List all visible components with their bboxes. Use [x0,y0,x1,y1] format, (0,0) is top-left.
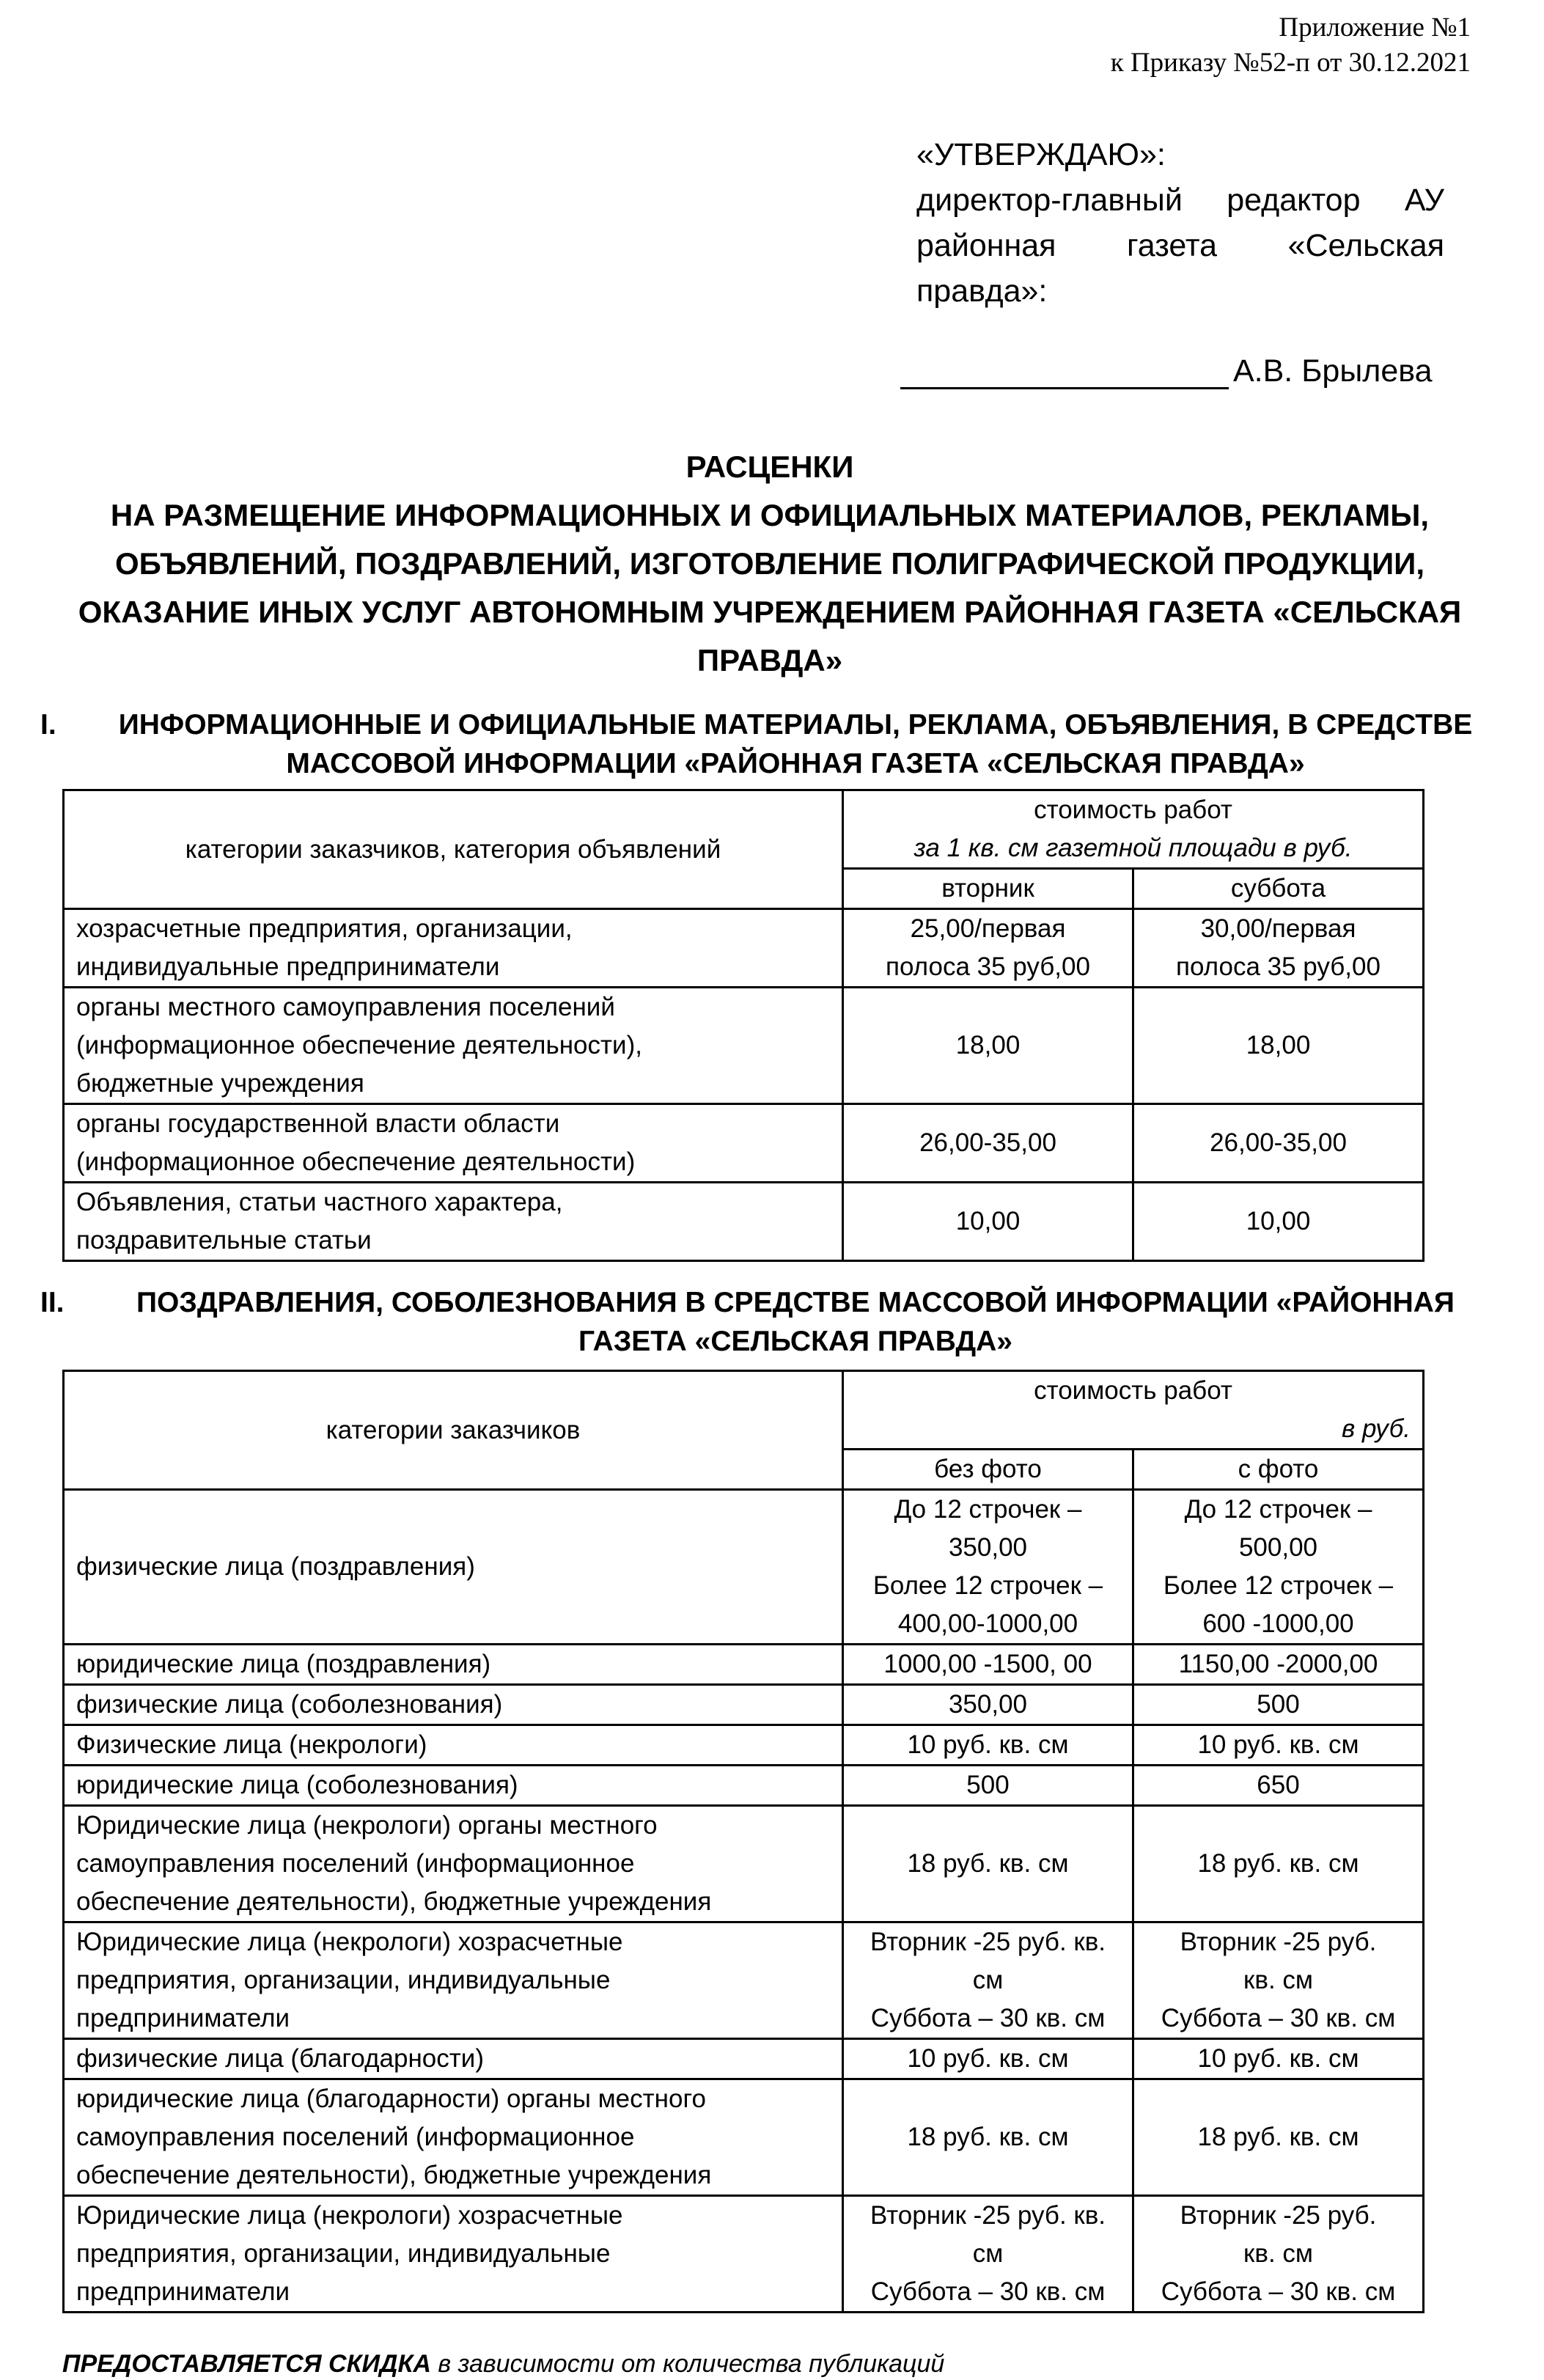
price-cell-1 [843,1806,1133,1922]
approval-line-1: директор-главный редактор АУ [916,183,1444,218]
table-row [64,1490,1424,1645]
price-cell-2 [1133,1725,1424,1766]
category-text: предприятия, организации, индивидуальные [76,2239,611,2268]
price-text: 18 руб. кв. см [1197,2123,1359,2151]
category-text: самоуправления поселений (информационное [76,2123,635,2151]
price-text: 600 -1000,00 [1202,1609,1354,1638]
header-category: категории заказчиков [64,1371,843,1490]
section-1-price-table [62,789,1424,1262]
appendix-note [1111,10,1471,81]
signature-line [900,350,1229,389]
approval-heading: «УТВЕРЖДАЮ»: [916,137,1166,172]
category-text: предприниматели [76,2004,290,2032]
price-text: 26,00-35,00 [919,1128,1056,1157]
category-cell [64,1490,843,1645]
price-cell-1 [843,1685,1133,1725]
price-cell-1 [843,2039,1133,2079]
price-cell-2 [1133,1766,1424,1806]
table-row [64,1766,1424,1806]
price-text: 350,00 [948,1690,1028,1719]
table-row [64,1645,1424,1685]
section-2-heading [40,1283,1477,1361]
section-2-title-line-2: ГАЗЕТА «СЕЛЬСКАЯ ПРАВДА» [578,1326,1012,1357]
category-text: индивидуальные предприниматели [76,952,500,981]
price-text: 10,00 [955,1207,1021,1235]
price-text: см [972,2239,1004,2268]
table-row [64,1725,1424,1766]
price-text: полоса 35 руб,00 [886,952,1090,981]
category-text: предприниматели [76,2277,290,2306]
price-text: 350,00 [948,1533,1028,1562]
category-text: юридические лица (поздравления) [76,1650,491,1678]
price-text: 18 руб. кв. см [907,2123,1069,2151]
header-cost-unit: за 1 кв. см газетной площади в руб. [913,834,1353,862]
price-cell-2 [1133,1806,1424,1922]
price-text: Вторник -25 руб. кв. [870,2201,1106,2230]
category-text: Юридические лица (некрологи) хозрасчетные [76,1928,623,1956]
title-line-2: НА РАЗМЕЩЕНИЕ ИНФОРМАЦИОННЫХ И ОФИЦИАЛЬНЫХ МАТЕРИАЛОВ, РЕКЛАМЫ, [110,498,1430,532]
header-cost-unit: в руб. [1342,1414,1411,1443]
price-text: 18 руб. кв. см [907,1849,1069,1878]
table-header-row [64,790,1424,869]
header-with-photo: с фото [1133,1450,1424,1490]
title-line-3: ОБЪЯВЛЕНИЙ, ПОЗДРАВЛЕНИЙ, ИЗГОТОВЛЕНИЕ ПОЛИГРАФИЧЕСКОЙ ПРОДУКЦИИ, [114,546,1425,581]
price-cell-1 [843,1922,1133,2039]
table-row [64,1104,1424,1183]
price-text: До 12 строчек – [894,1495,1082,1524]
price-cell-2 [1133,2196,1424,2313]
category-text: физические лица (соболезнования) [76,1690,503,1719]
price-text: Вторник -25 руб. [1180,2201,1377,2230]
price-cell-2 [1133,1922,1424,2039]
price-text: 10 руб. кв. см [1197,2044,1359,2073]
price-text: 500 [966,1771,1010,1799]
title-line-1: РАСЦЕНКИ [685,449,854,484]
category-cell [64,1645,843,1685]
price-text: 26,00-35,00 [1210,1128,1347,1157]
document-title [29,443,1510,685]
table-row [64,2039,1424,2079]
table-row [64,2079,1424,2196]
category-text: (информационное обеспечение деятельности) [76,1147,636,1176]
price-cell-2 [1133,1183,1424,1261]
price-cell-1 [843,1104,1133,1183]
discount-note [62,2348,944,2380]
table-row [64,2196,1424,2313]
price-text: 500,00 [1238,1533,1318,1562]
price-text: 650 [1257,1771,1300,1799]
price-cell-1 [843,909,1133,988]
category-cell [64,1922,843,2039]
category-cell [64,1766,843,1806]
price-cell-1 [843,1725,1133,1766]
price-text: 10 руб. кв. см [907,1730,1069,1759]
price-text: кв. см [1243,2239,1313,2268]
header-cost-label: стоимость работ [1034,796,1232,824]
section-1-number: I. [40,709,56,741]
category-cell [64,1806,843,1922]
section-2-number: II. [40,1287,65,1318]
category-text: бюджетные учреждения [76,1069,364,1098]
price-text: Суббота – 30 кв. см [870,2004,1106,2032]
price-cell-1 [843,1490,1133,1645]
price-text: 10 руб. кв. см [907,2044,1069,2073]
price-text: 18,00 [955,1031,1021,1059]
price-cell-2 [1133,1490,1424,1645]
appendix-line-2: к Приказу №52-п от 30.12.2021 [1110,48,1471,78]
header-day-1: вторник [843,869,1133,909]
header-cost-label: стоимость работ [1034,1376,1232,1405]
price-cell-2 [1133,909,1424,988]
header-cost [843,790,1424,869]
price-cell-2 [1133,988,1424,1104]
table-row [64,909,1424,988]
price-text: До 12 строчек – [1184,1495,1372,1524]
price-cell-1 [843,1645,1133,1685]
price-text: Суббота – 30 кв. см [870,2277,1106,2306]
approval-block [916,132,1444,314]
section-1-heading [40,705,1477,783]
category-cell [64,1183,843,1261]
price-text: 25,00/первая [910,914,1066,943]
signature-block [900,350,1443,389]
category-cell [64,2039,843,2079]
category-text: хозрасчетные предприятия, организации, [76,914,573,943]
price-cell-1 [843,2079,1133,2196]
price-text: Вторник -25 руб. кв. [870,1928,1106,1956]
price-text: 10 руб. кв. см [1197,1730,1359,1759]
price-cell-1 [843,988,1133,1104]
price-cell-2 [1133,1685,1424,1725]
header-category: категории заказчиков, категория объявлений [64,790,843,909]
price-text: 400,00-1000,00 [897,1609,1078,1638]
discount-note-bold: ПРЕДОСТАВЛЯЕТСЯ СКИДКА [62,2350,431,2378]
category-text: (информационное обеспечение деятельности), [76,1031,642,1059]
title-line-5: ПРАВДА» [696,643,843,677]
approval-line-2: районная газета «Сельская [916,228,1444,263]
price-cell-1 [843,1766,1133,1806]
price-text: 18 руб. кв. см [1197,1849,1359,1878]
section-1-title-line-1: ИНФОРМАЦИОННЫЕ И ОФИЦИАЛЬНЫЕ МАТЕРИАЛЫ, РЕКЛАМА, ОБЪЯВЛЕНИЯ, В СРЕДСТВЕ [118,709,1473,741]
section-1-table-body [64,909,1424,1261]
table-row [64,1685,1424,1725]
category-text: предприятия, организации, индивидуальные [76,1966,611,1994]
table-row [64,1183,1424,1261]
discount-note-rest: в зависимости от количества публикаций [430,2350,945,2378]
category-text: Физические лица (некрологи) [76,1730,427,1759]
category-text: Юридические лица (некрологи) органы местного [76,1811,658,1840]
category-text: органы местного самоуправления поселений [76,993,615,1021]
category-cell [64,909,843,988]
price-cell-2 [1133,2079,1424,2196]
price-text: см [972,1966,1004,1994]
category-text: юридические лица (соболезнования) [76,1771,518,1799]
price-text: Более 12 строчек – [872,1571,1103,1600]
price-text: 18,00 [1246,1031,1311,1059]
price-cell-1 [843,2196,1133,2313]
table-header-row [64,1371,1424,1450]
approval-line-3: правда»: [916,273,1048,309]
price-text: 1000,00 -1500, 00 [883,1650,1092,1678]
section-2-title-line-1: ПОЗДРАВЛЕНИЯ, СОБОЛЕЗНОВАНИЯ В СРЕДСТВЕ МАССОВОЙ ИНФОРМАЦИИ «РАЙОННАЯ [136,1287,1455,1318]
table-row [64,1806,1424,1922]
price-text: Суббота – 30 кв. см [1161,2004,1396,2032]
price-text: 1150,00 -2000,00 [1178,1650,1378,1678]
category-cell [64,2079,843,2196]
price-text: 500 [1257,1690,1300,1719]
category-text: поздравительные статьи [76,1226,372,1255]
category-cell [64,1725,843,1766]
category-text: Объявления, статьи частного характера, [76,1188,563,1216]
category-text: обеспечение деятельности), бюджетные учреждения [76,1887,712,1916]
category-text: самоуправления поселений (информационное [76,1849,635,1878]
header-day-2: суббота [1133,869,1424,909]
price-text: полоса 35 руб,00 [1176,952,1381,981]
category-text: органы государственной власти области [76,1109,560,1138]
price-text: Более 12 строчек – [1163,1571,1394,1600]
title-line-4: ОКАЗАНИЕ ИНЫХ УСЛУГ АВТОНОМНЫМ УЧРЕЖДЕНИЕМ РАЙОННАЯ ГАЗЕТА «СЕЛЬСКАЯ [78,595,1462,629]
price-text: 10,00 [1246,1207,1311,1235]
price-text: кв. см [1243,1966,1313,1994]
category-text: Юридические лица (некрологи) хозрасчетные [76,2201,623,2230]
header-without-photo: без фото [843,1450,1133,1490]
category-cell [64,988,843,1104]
header-cost [843,1371,1424,1450]
category-text: юридические лица (благодарности) органы местного [76,2085,706,2113]
category-cell [64,1685,843,1725]
price-cell-1 [843,1183,1133,1261]
price-text: Вторник -25 руб. [1180,1928,1377,1956]
category-text: физические лица (благодарности) [76,2044,485,2073]
price-text: Суббота – 30 кв. см [1161,2277,1396,2306]
section-2-price-table [62,1370,1424,2313]
category-text: обеспечение деятельности), бюджетные учреждения [76,2161,712,2189]
price-cell-2 [1133,2039,1424,2079]
price-cell-2 [1133,1104,1424,1183]
section-2-table-body [64,1490,1424,2313]
price-cell-2 [1133,1645,1424,1685]
table-row [64,988,1424,1104]
appendix-line-1: Приложение №1 [1279,12,1471,43]
category-cell [64,1104,843,1183]
category-text: физические лица (поздравления) [76,1552,475,1581]
category-cell [64,2196,843,2313]
signer-name: А.В. Брылева [1233,353,1433,389]
table-row [64,1922,1424,2039]
section-1-title-line-2: МАССОВОЙ ИНФОРМАЦИИ «РАЙОННАЯ ГАЗЕТА «СЕЛЬСКАЯ ПРАВДА» [286,748,1305,779]
price-text: 30,00/первая [1200,914,1356,943]
